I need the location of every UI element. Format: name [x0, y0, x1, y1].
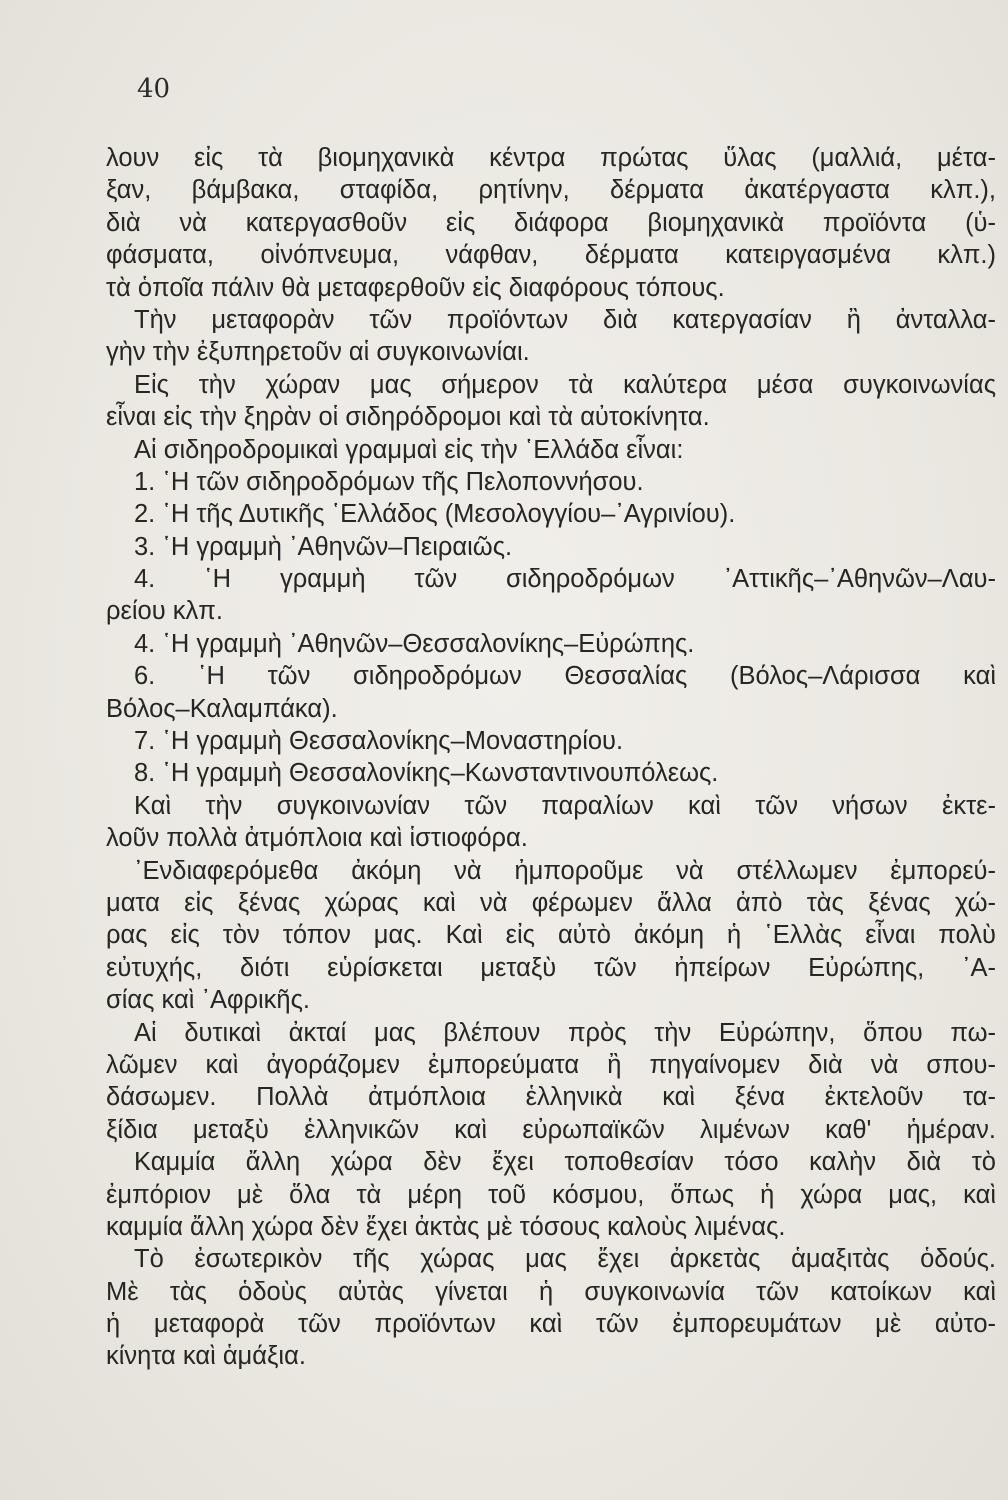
list-item: 3. ῾Η γραμμὴ ᾿Αθηνῶν–Πειραιῶς. [134, 532, 513, 561]
text-line: Τὸ ἐσωτερικὸν τῆς χώρας μας ἔχει ἀρκετὰς ἁμαξιτὰς ὁδούς. [134, 1245, 996, 1274]
text-line: σίας καὶ ᾿Αφρικῆς. [106, 986, 310, 1015]
text-line: κίνητα καὶ ἁμάξια. [106, 1342, 306, 1371]
text-line: Μὲ τὰς ὁδοὺς αὐτὰς γίνεται ἡ συγκοινωνία τῶν κατοίκων καὶ [106, 1277, 996, 1306]
text-line: καμμία ἄλλη χώρα δὲν ἔχει ἀκτὰς μὲ τόσους καλοὺς λιμένας. [106, 1212, 786, 1241]
page-number: 40 [137, 74, 171, 104]
text-line: Βόλος–Καλαμπάκα). [106, 694, 338, 723]
text-line: ξαν, βάμβακα, σταφίδα, ρητίνην, δέρματα ἀκατέργαστα κλπ.), [106, 176, 996, 205]
text-line: λουν εἰς τὰ βιομηχανικὰ κέντρα πρώτας ὕλας (μαλλιά, μέτα- [106, 144, 996, 172]
text-line: Αἱ σιδηροδρομικαὶ γραμμαὶ εἰς τὴν ῾Ελλάδα εἶναι: [134, 435, 684, 464]
text-line: Καὶ τὴν συγκοινωνίαν τῶν παραλίων καὶ τῶν νήσων ἐκτε- [134, 791, 996, 820]
text-line: ἡ μεταφορὰ τῶν προϊόντων καὶ τῶν ἐμπορευμάτων μὲ αὐτο- [106, 1310, 996, 1339]
list-item: 2. ῾Η τῆς Δυτικῆς ῾Ελλάδος (Μεσολογγίου–᾿Αγρινίου). [134, 500, 736, 529]
text-line: φάσματα, οἰνόπνευμα, νάφθαν, δέρματα κατειργασμένα κλπ.) [106, 241, 996, 270]
text-line: ρείου κλπ. [106, 597, 223, 626]
list-item: 7. ῾Η γραμμὴ Θεσσαλονίκης–Μοναστηρίου. [134, 727, 624, 756]
text-line: ξίδια μεταξὺ ἑλληνικῶν καὶ εὐρωπαϊκῶν λιμένων καθ' ἡμέραν. [106, 1115, 996, 1144]
list-item: 6. ῾Η τῶν σιδηροδρόμων Θεσσαλίας (Βόλος–Λάρισσα καὶ [134, 662, 996, 691]
text-line: λῶμεν καὶ ἀγοράζομεν ἐμπορεύματα ἢ πηγαίνομεν διὰ νὰ σπου- [106, 1050, 996, 1079]
text-line: ἐμπόριον μὲ ὅλα τὰ μέρη τοῦ κόσμου, ὅπως ἡ χώρα μας, καὶ [106, 1180, 996, 1209]
list-item: 4. ῾Η γραμμὴ ᾿Αθηνῶν–Θεσσαλονίκης–Εὐρώπης. [134, 629, 695, 658]
text-line: ματα εἰς ξένας χώρας καὶ νὰ φέρωμεν ἄλλα ἀπὸ τὰς ξένας χώ- [106, 888, 996, 917]
body-text [106, 142, 996, 1373]
text-line: Αἱ δυτικαὶ ἀκταί μας βλέπουν πρὸς τὴν Εὐρώπην, ὅπου πω- [134, 1018, 996, 1047]
text-line: γὴν τὴν ἐξυπηρετοῦν αἱ συγκοινωνίαι. [106, 338, 530, 367]
text-line: εἶναι εἰς τὴν ξηρὰν οἱ σιδηρόδρομοι καὶ τὰ αὐτοκίνητα. [106, 403, 710, 432]
list-item: 8. ῾Η γραμμὴ Θεσσαλονίκης–Κωνσταντινουπόλεως. [134, 759, 719, 788]
text-line: ᾿Ενδιαφερόμεθα ἀκόμη νὰ ἠμποροῦμε νὰ στέλλωμεν ἐμπορεύ- [134, 856, 996, 885]
text-line: ρας εἰς τὸν τόπον μας. Καὶ εἰς αὐτὸ ἀκόμη ἡ ῾Ελλὰς εἶναι πολὺ [106, 921, 996, 950]
text-line: τὰ ὁποῖα πάλιν θὰ μεταφερθοῦν εἰς διαφόρους τόπους. [106, 273, 725, 302]
text-line: Καμμία ἄλλη χώρα δὲν ἔχει τοποθεσίαν τόσο καλὴν διὰ τὸ [134, 1148, 996, 1177]
text-line: Τὴν μεταφορὰν τῶν προϊόντων διὰ κατεργασίαν ἢ ἀνταλλα- [134, 305, 996, 334]
list-item: 1. ῾Η τῶν σιδηροδρόμων τῆς Πελοποννήσου. [134, 467, 644, 496]
text-line: διὰ νὰ κατεργασθοῦν εἰς διάφορα βιομηχανικὰ προϊόντα (ὑ- [106, 208, 996, 237]
text-line: λοῦν πολλὰ ἀτμόπλοια καὶ ἱστιοφόρα. [106, 824, 528, 853]
text-line: Εἰς τὴν χώραν μας σήμερον τὰ καλύτερα μέσα συγκοινωνίας [134, 370, 996, 399]
text-line: δάσωμεν. Πολλὰ ἀτμόπλοια ἑλληνικὰ καὶ ξένα ἐκτελοῦν τα- [106, 1083, 996, 1112]
list-item: 4. ῾Η γραμμὴ τῶν σιδηροδρόμων ᾿Αττικῆς–᾿Αθηνῶν–Λαυ- [134, 565, 996, 594]
text-line: εὐτυχής, διότι εὑρίσκεται μεταξὺ τῶν ἠπείρων Εὐρώπης, ᾿Α- [106, 953, 996, 982]
